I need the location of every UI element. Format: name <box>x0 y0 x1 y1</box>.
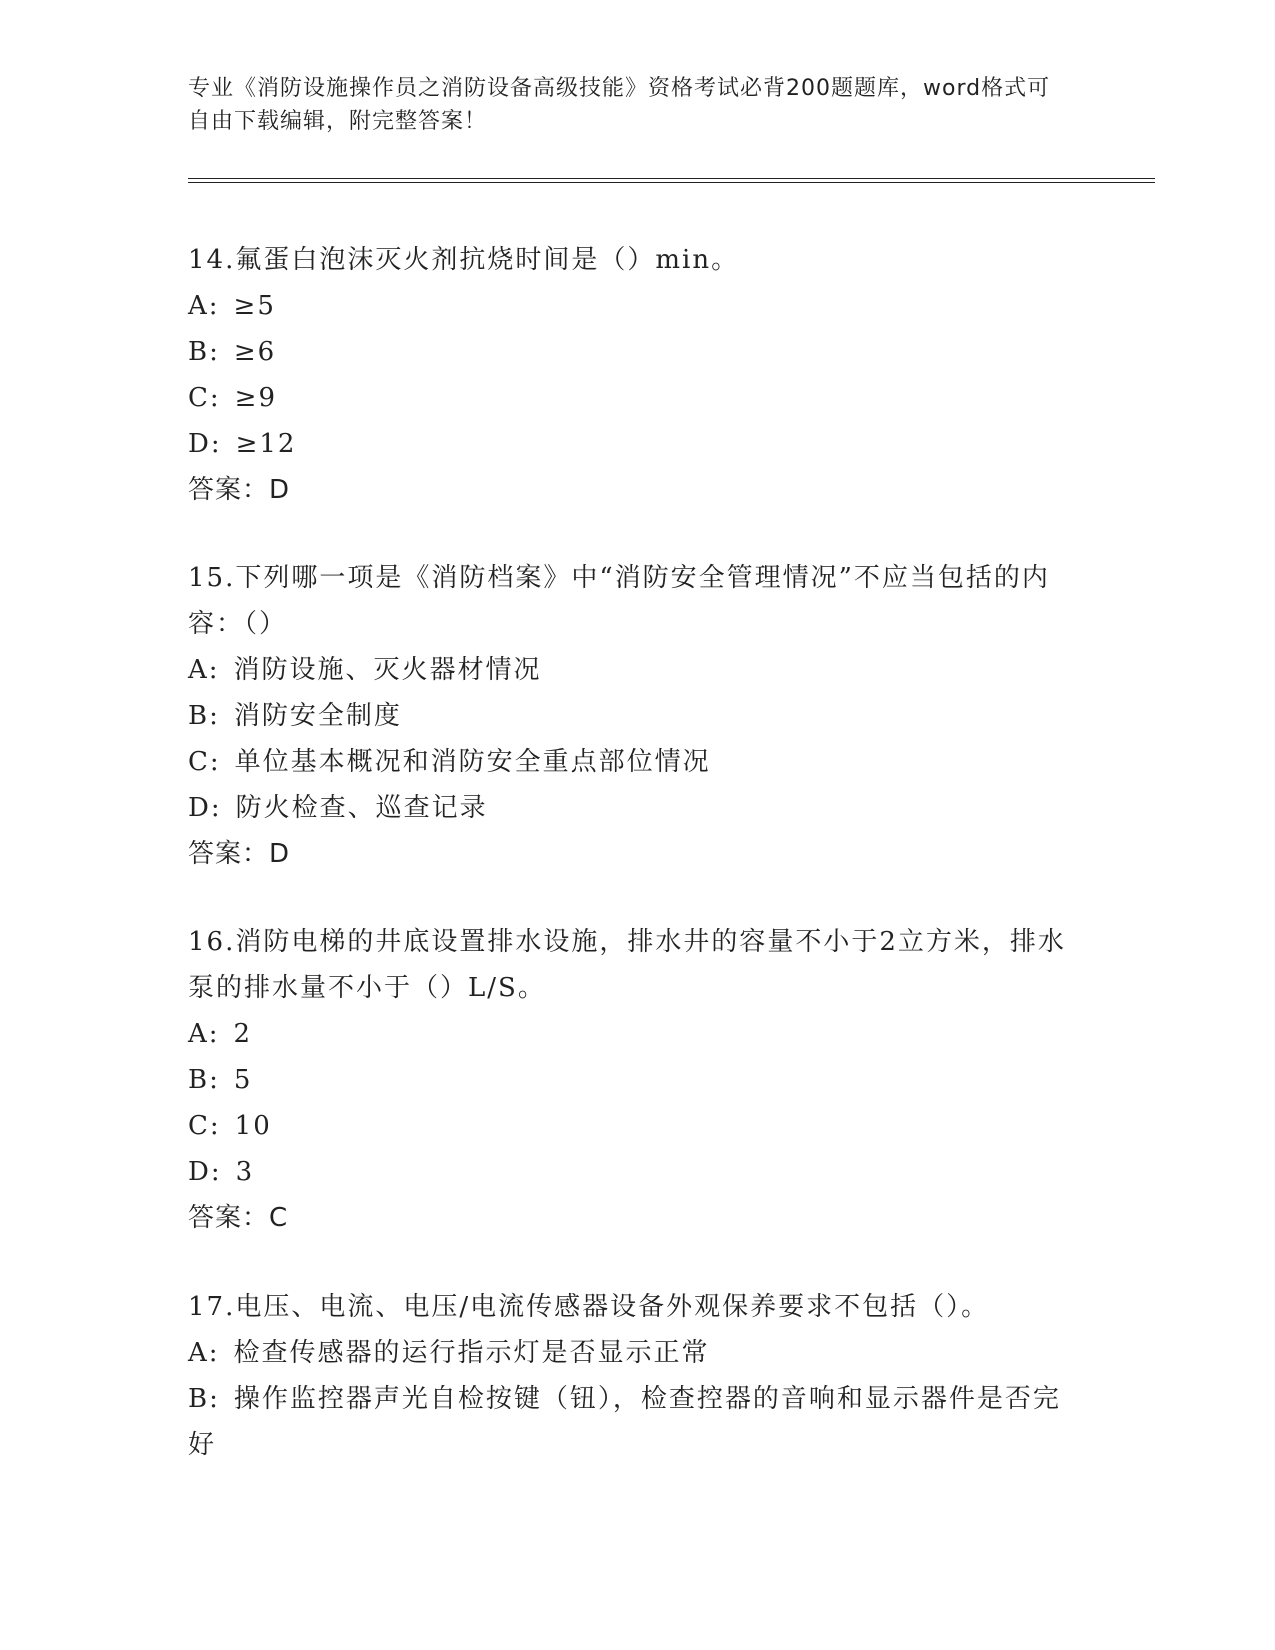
option-text: 消防设施、灭火器材情况 <box>233 655 542 685</box>
option-letter: A: <box>188 1019 220 1049</box>
option-a <box>188 283 1088 329</box>
option-letter: A: <box>188 655 220 685</box>
option-text: 检查传感器的运行指示灯是否显示正常 <box>233 1338 710 1368</box>
option-c <box>188 739 1088 785</box>
option-text: 操作监控器声光自检按键（钮），检查控器的音响和显示器件是否完好 <box>188 1384 1061 1460</box>
question-stem: 15.下列哪一项是《消防档案》中“消防安全管理情况”不应当包括的内容：（） <box>188 563 1050 639</box>
header-rule-top <box>188 178 1155 179</box>
option-b <box>188 329 1088 375</box>
question-stem: 16.消防电梯的井底设置排水设施，排水井的容量不小于2立方米，排水泵的排水量不小于（）L/S。 <box>188 927 1066 1003</box>
option-text: 3 <box>235 1157 255 1187</box>
option-a <box>188 647 1088 693</box>
option-letter: D: <box>188 429 222 459</box>
option-text: 10 <box>234 1111 272 1141</box>
answer: 答案：C <box>188 1203 289 1233</box>
option-text: ≥9 <box>234 383 277 413</box>
option-letter: C: <box>188 747 221 777</box>
option-a <box>188 1330 1088 1376</box>
option-text: 单位基本概况和消防安全重点部位情况 <box>234 747 711 777</box>
answer: 答案：D <box>188 475 291 505</box>
option-letter: A: <box>188 1338 220 1368</box>
option-letter: A: <box>188 291 220 321</box>
option-a <box>188 1011 1088 1057</box>
question-14 <box>188 237 1088 513</box>
question-15 <box>188 555 1088 877</box>
question-stem: 17.电压、电流、电压/电流传感器设备外观保养要求不包括（）。 <box>188 1292 990 1322</box>
option-b <box>188 1057 1088 1103</box>
option-text: 5 <box>233 1065 253 1095</box>
option-text: ≥12 <box>235 429 297 459</box>
header-rule-bottom <box>188 182 1155 183</box>
option-text: 防火检查、巡查记录 <box>235 793 488 823</box>
option-letter: B: <box>188 1384 220 1414</box>
option-letter: B: <box>188 1065 220 1095</box>
option-letter: C: <box>188 383 221 413</box>
option-c <box>188 375 1088 421</box>
option-text: ≥5 <box>233 291 276 321</box>
option-text: ≥6 <box>233 337 277 367</box>
option-text: 2 <box>233 1019 253 1049</box>
option-d <box>188 785 1088 831</box>
document-header: 专业《消防设施操作员之消防设备高级技能》资格考试必背200题题库，word格式可自由下载编辑，附完整答案！ <box>188 76 1051 134</box>
option-b <box>188 1376 1088 1468</box>
option-letter: B: <box>188 337 220 367</box>
answer: 答案：D <box>188 839 291 869</box>
option-b <box>188 693 1088 739</box>
option-d <box>188 421 1088 467</box>
option-letter: C: <box>188 1111 221 1141</box>
question-stem: 14.氟蛋白泡沫灭火剂抗烧时间是（）min。 <box>188 245 740 275</box>
option-c <box>188 1103 1088 1149</box>
question-17 <box>188 1284 1088 1468</box>
question-16 <box>188 919 1088 1241</box>
option-letter: D: <box>188 793 222 823</box>
option-d <box>188 1149 1088 1195</box>
option-letter: B: <box>188 701 220 731</box>
option-text: 消防安全制度 <box>233 701 402 731</box>
option-letter: D: <box>188 1157 222 1187</box>
